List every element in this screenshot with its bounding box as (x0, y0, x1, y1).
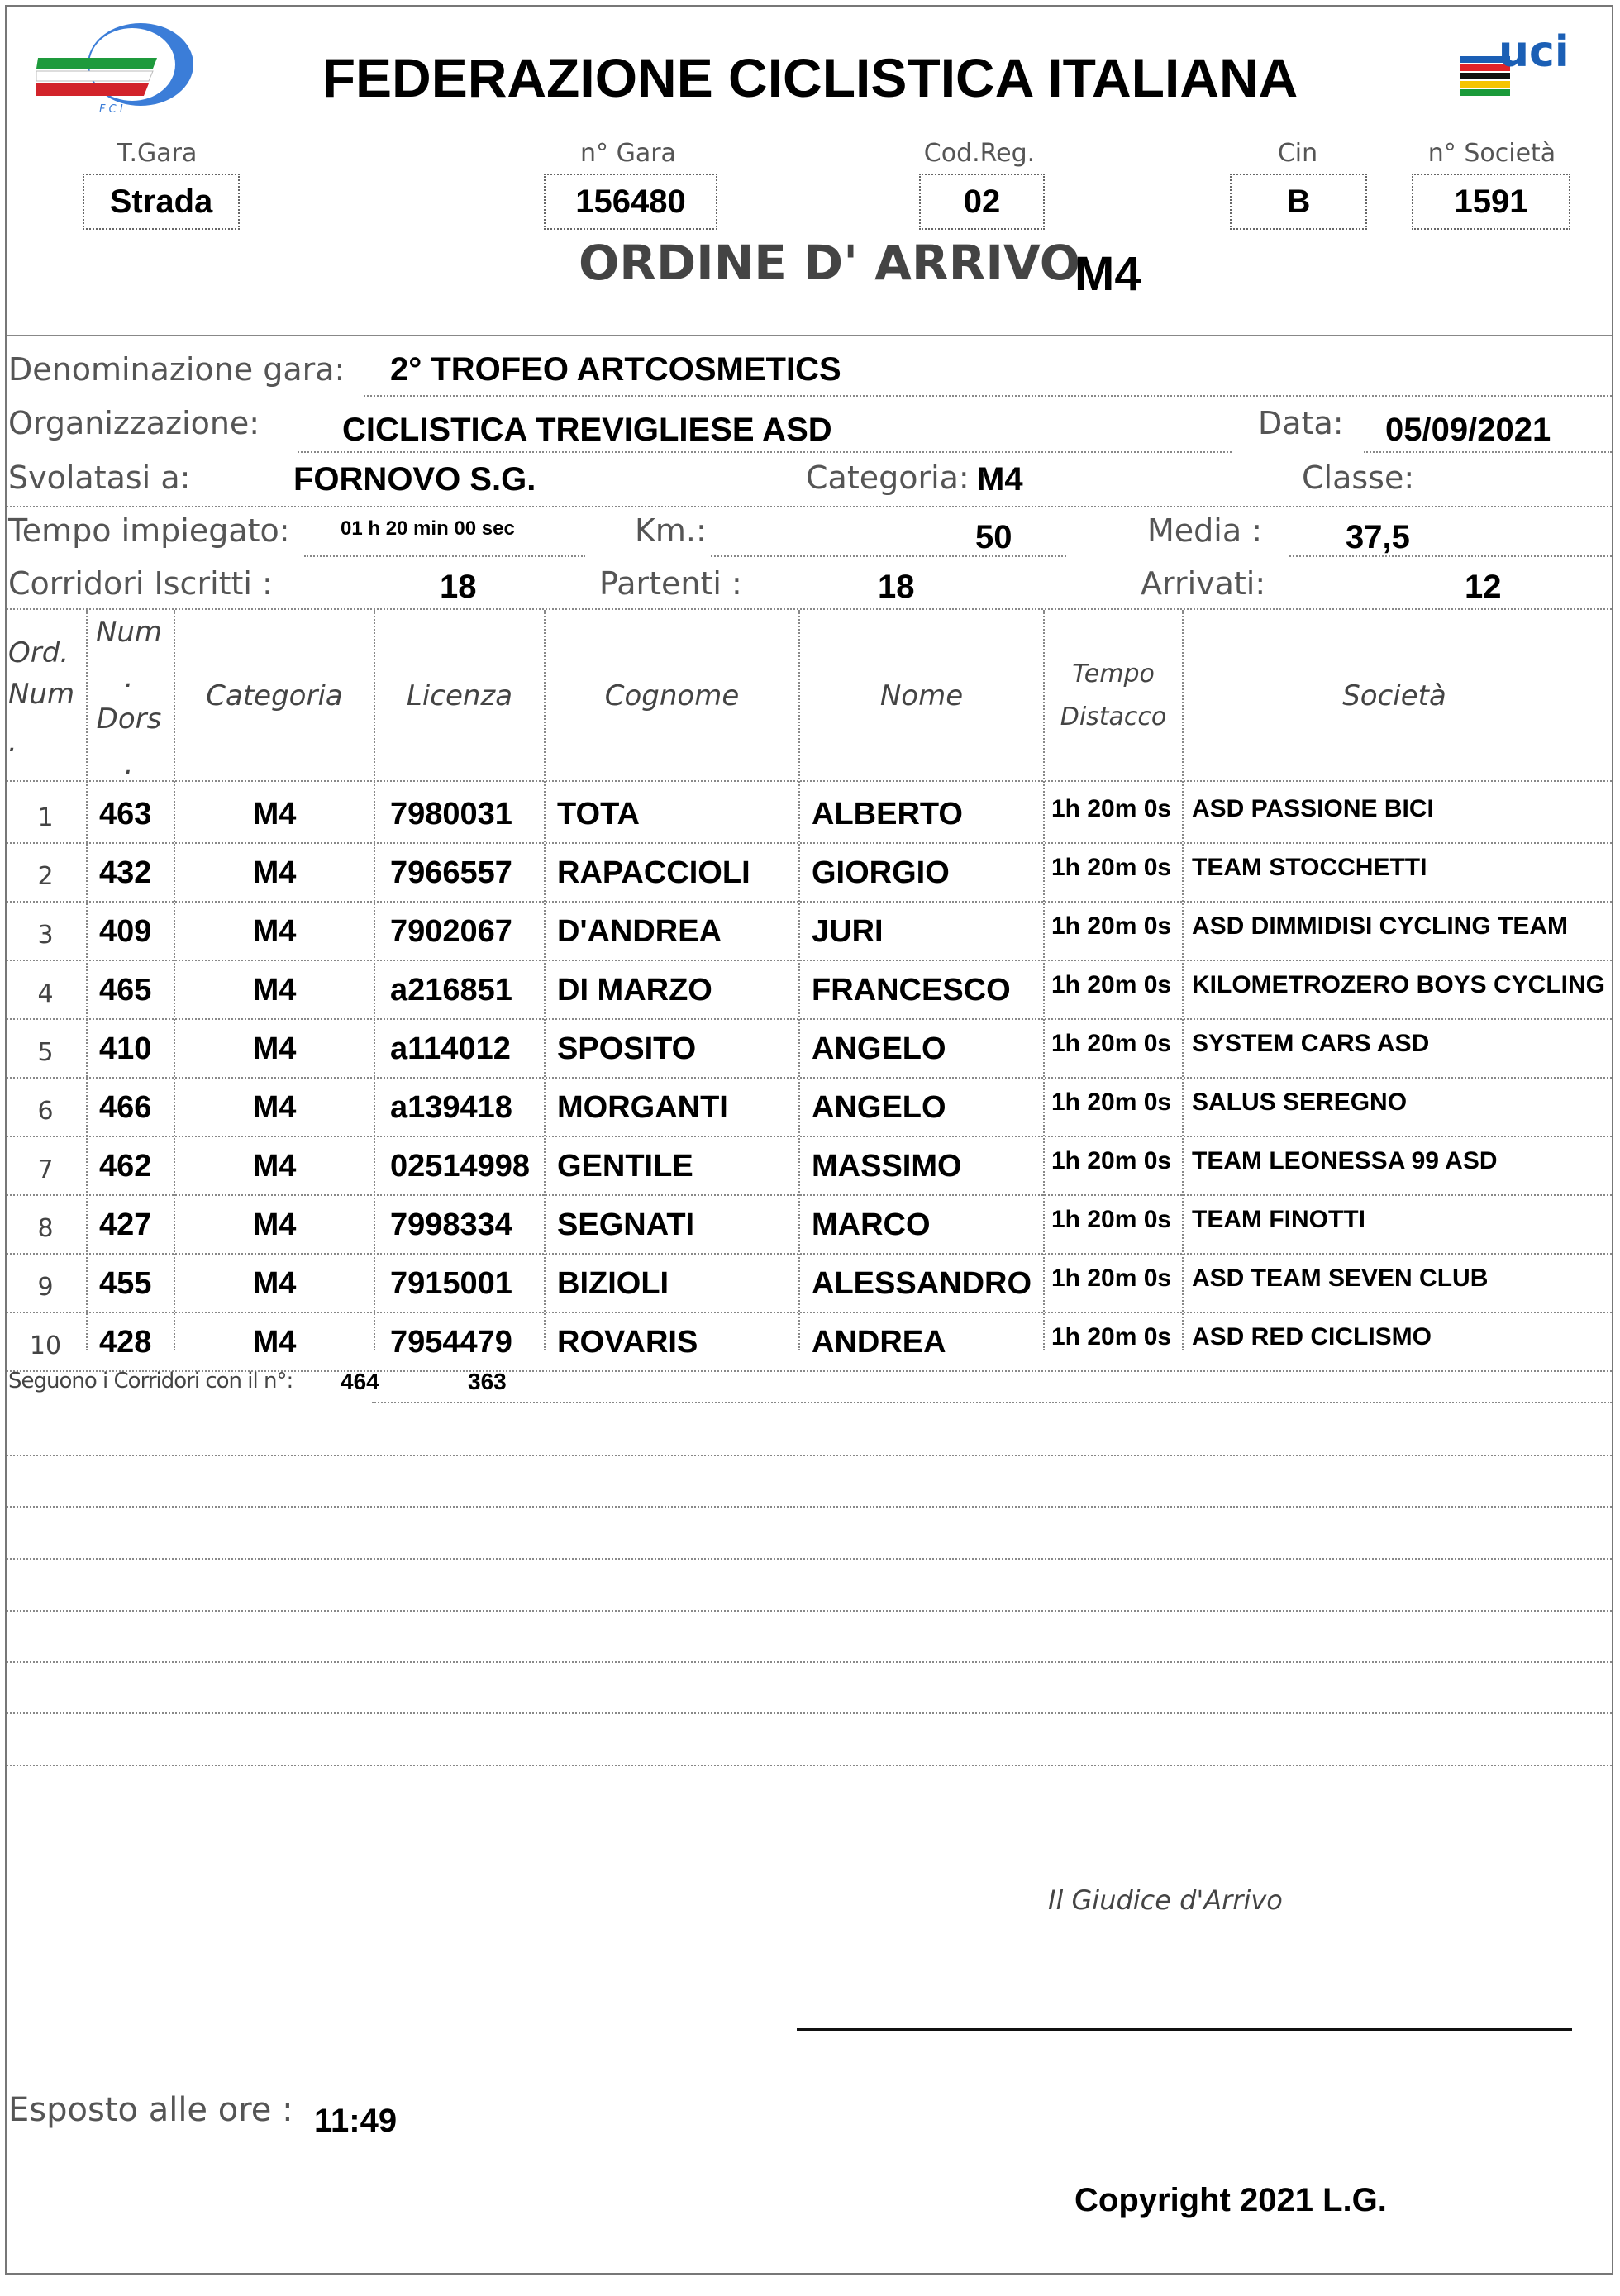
denominazione-label: Denominazione gara: (8, 351, 345, 388)
km-line (711, 555, 1066, 557)
cell-societa: ASD RED CICLISMO (1192, 1323, 1432, 1350)
media-line (1289, 555, 1612, 557)
row-line (7, 1253, 1612, 1255)
cell-cognome: ROVARIS (557, 1325, 698, 1360)
row-line (7, 960, 1612, 961)
field-tgara: Strada (83, 174, 240, 230)
arrivati-label: Arrivati: (1141, 565, 1266, 602)
label-cin: Cin (1277, 139, 1318, 168)
cell-ord: 5 (37, 1038, 54, 1067)
svg-text:F C I: F C I (99, 103, 123, 114)
cell-tempo: 1h 20m 0s (1051, 1147, 1172, 1174)
cell-cognome: MORGANTI (557, 1090, 728, 1125)
cell-tempo: 1h 20m 0s (1051, 1030, 1172, 1057)
page-frame (5, 5, 1613, 2275)
cell-categoria: M4 (252, 1149, 297, 1184)
cell-tempo: 1h 20m 0s (1051, 971, 1172, 998)
denominazione-value: 2° TROFEO ARTCOSMETICS (390, 351, 841, 388)
label-ngara: n° Gara (580, 139, 676, 168)
cell-ord: 2 (37, 862, 54, 891)
cell-licenza: 02514998 (390, 1149, 531, 1184)
km-label: Km.: (635, 512, 707, 549)
cell-num: 427 (99, 1208, 152, 1242)
cell-societa: ASD PASSIONE BICI (1192, 795, 1434, 822)
cell-categoria: M4 (252, 1090, 297, 1125)
cell-num: 410 (99, 1031, 152, 1066)
cell-categoria: M4 (252, 1266, 297, 1301)
cell-ord: 6 (37, 1097, 54, 1126)
cell-cognome: SEGNATI (557, 1208, 695, 1242)
svg-text:uci: uci (1498, 27, 1570, 77)
cell-tempo: 1h 20m 0s (1051, 1088, 1172, 1116)
cell-licenza: a114012 (390, 1031, 511, 1066)
cell-categoria: M4 (252, 1325, 297, 1360)
row-line (7, 901, 1612, 903)
data-value: 05/09/2021 (1385, 412, 1551, 448)
svolatasi-value: FORNOVO S.G. (293, 461, 536, 498)
cell-num: 465 (99, 973, 152, 1007)
partenti-value: 18 (878, 569, 915, 605)
cell-tempo: 1h 20m 0s (1051, 854, 1172, 881)
km-value: 50 (975, 519, 1012, 555)
cell-licenza: 7902067 (390, 914, 512, 949)
label-codreg: Cod.Reg. (923, 139, 1036, 168)
th-tempo-1: Tempo (1072, 660, 1155, 688)
cell-cognome: RAPACCIOLI (557, 855, 750, 890)
blank-line (7, 1506, 1612, 1508)
organizzazione-line (298, 451, 1232, 453)
cell-societa: TEAM STOCCHETTI (1192, 854, 1427, 881)
cell-ord: 3 (37, 921, 54, 950)
th-societa: Società (1342, 679, 1446, 712)
row-line (7, 1194, 1612, 1196)
cell-ord: 7 (37, 1155, 54, 1184)
denominazione-line (364, 395, 1612, 397)
cell-societa: ASD TEAM SEVEN CLUB (1192, 1265, 1489, 1292)
data-label: Data: (1258, 405, 1344, 441)
seguono-number: 464 (341, 1369, 379, 1394)
cell-cognome: DI MARZO (557, 973, 712, 1007)
cell-num: 462 (99, 1149, 152, 1184)
cell-nome: MARCO (812, 1208, 931, 1242)
cell-num: 455 (99, 1266, 152, 1301)
cell-licenza: a139418 (390, 1090, 512, 1125)
cell-cognome: TOTA (557, 797, 640, 831)
seguono-label: Seguono i Corridori con il n°: (8, 1369, 293, 1393)
row-line (7, 1312, 1612, 1313)
cell-tempo: 1h 20m 0s (1051, 912, 1172, 940)
cell-licenza: 7915001 (390, 1266, 512, 1301)
field-codreg: 02 (919, 174, 1045, 230)
media-value: 37,5 (1346, 519, 1410, 555)
th-num-2: . (124, 661, 134, 694)
giudice-label: Il Giudice d'Arrivo (1048, 1884, 1283, 1916)
cell-cognome: D'ANDREA (557, 914, 722, 949)
cell-categoria: M4 (252, 1031, 297, 1066)
cell-tempo: 1h 20m 0s (1051, 1206, 1172, 1233)
cell-societa: TEAM FINOTTI (1192, 1206, 1365, 1233)
cell-licenza: a216851 (390, 973, 512, 1007)
tempo-value: 01 h 20 min 00 sec (341, 517, 515, 540)
esposto-label: Esposto alle ore : (8, 2091, 293, 2129)
cell-nome: ANDREA (812, 1325, 946, 1360)
svolatasi-line (7, 506, 1612, 507)
cell-nome: FRANCESCO (812, 973, 1011, 1007)
cell-tempo: 1h 20m 0s (1051, 1265, 1172, 1292)
classe-label: Classe: (1302, 460, 1415, 496)
cell-licenza: 7966557 (390, 855, 512, 890)
media-label: Media : (1147, 512, 1263, 549)
iscritti-line (7, 608, 1612, 610)
partenti-label: Partenti : (599, 565, 742, 602)
iscritti-value: 18 (440, 569, 477, 605)
cell-tempo: 1h 20m 0s (1051, 795, 1172, 822)
seguono-number: 363 (468, 1369, 507, 1394)
th-nome: Nome (879, 679, 964, 712)
seguono-line (372, 1402, 1612, 1403)
cell-societa: SYSTEM CARS ASD (1192, 1030, 1430, 1057)
th-tempo-2: Distacco (1060, 703, 1167, 731)
cell-ord: 8 (37, 1214, 54, 1243)
row-line (7, 1018, 1612, 1020)
cell-num: 466 (99, 1090, 152, 1125)
arrivati-value: 12 (1465, 569, 1502, 605)
cell-licenza: 7954479 (390, 1325, 512, 1360)
cell-societa: KILOMETROZERO BOYS CYCLING (1192, 971, 1606, 998)
th-licenza: Licenza (406, 679, 513, 712)
cell-tempo: 1h 20m 0s (1051, 1323, 1172, 1350)
blank-line (7, 1661, 1612, 1663)
field-nsocieta: 1591 (1412, 174, 1570, 230)
data-line (1364, 451, 1612, 453)
blank-line (7, 1610, 1612, 1612)
th-num-1: Num (95, 616, 163, 649)
col-divider (544, 610, 546, 1350)
svolatasi-label: Svolatasi a: (8, 460, 191, 496)
cell-num: 409 (99, 914, 152, 949)
cell-cognome: SPOSITO (557, 1031, 697, 1066)
cell-num: 428 (99, 1325, 152, 1360)
th-num-4: . (124, 748, 134, 781)
signature-line (797, 2028, 1572, 2031)
blank-line (7, 1712, 1612, 1714)
th-ord-3: . (8, 726, 17, 759)
field-ngara: 156480 (544, 174, 717, 230)
cell-nome: ALESSANDRO (812, 1266, 1032, 1301)
iscritti-label: Corridori Iscritti : (8, 565, 273, 602)
doc-title: ORDINE D' ARRIVO (579, 235, 1081, 291)
cell-nome: ALBERTO (812, 797, 963, 831)
cell-nome: MASSIMO (812, 1149, 962, 1184)
cell-ord: 10 (29, 1331, 62, 1360)
th-cognome: Cognome (604, 679, 740, 712)
cell-licenza: 7980031 (390, 797, 512, 831)
label-tgara: T.Gara (117, 139, 198, 168)
cell-societa: ASD DIMMIDISI CYCLING TEAM (1192, 912, 1568, 940)
th-num-3: Dors (96, 703, 162, 736)
col-divider (798, 610, 800, 1350)
esposto-value: 11:49 (314, 2103, 398, 2139)
th-ord-1: Ord. (8, 636, 69, 669)
copyright: Copyright 2021 L.G. (1074, 2182, 1387, 2218)
th-ord-2: Num (8, 678, 75, 711)
col-divider (374, 610, 375, 1350)
cell-num: 432 (99, 855, 152, 890)
cell-nome: GIORGIO (812, 855, 950, 890)
header-bottom-line (7, 780, 1612, 782)
th-categoria: Categoria (206, 679, 343, 712)
row-line (7, 1136, 1612, 1137)
cell-societa: TEAM LEONESSA 99 ASD (1192, 1147, 1498, 1174)
cell-licenza: 7998334 (390, 1208, 512, 1242)
header-divider (7, 335, 1612, 336)
uci-logo (1451, 25, 1599, 116)
categoria-value: M4 (977, 461, 1023, 498)
cell-societa: SALUS SEREGNO (1192, 1088, 1408, 1116)
cell-categoria: M4 (252, 797, 297, 831)
cell-cognome: BIZIOLI (557, 1266, 669, 1301)
cell-ord: 1 (37, 803, 54, 832)
cell-nome: ANGELO (812, 1090, 946, 1125)
cell-categoria: M4 (252, 973, 297, 1007)
tempo-line (304, 555, 585, 557)
tempo-label: Tempo impiegato: (8, 512, 290, 549)
cell-ord: 4 (37, 979, 54, 1008)
organizzazione-value: CICLISTICA TREVIGLIESE ASD (342, 412, 832, 448)
label-nsocieta: n° Società (1427, 139, 1556, 168)
categoria-label: Categoria: (806, 460, 970, 496)
row-line (7, 842, 1612, 844)
organizzazione-label: Organizzazione: (8, 405, 260, 441)
cell-ord: 9 (37, 1273, 54, 1302)
cell-cognome: GENTILE (557, 1149, 693, 1184)
cell-categoria: M4 (252, 1208, 297, 1242)
page-title: FEDERAZIONE CICLISTICA ITALIANA (322, 47, 1298, 108)
blank-line (7, 1558, 1612, 1560)
blank-line (7, 1765, 1612, 1766)
cell-num: 463 (99, 797, 152, 831)
field-cin: B (1230, 174, 1367, 230)
category-code: M4 (1074, 247, 1141, 301)
cell-categoria: M4 (252, 914, 297, 949)
cell-nome: ANGELO (812, 1031, 946, 1066)
col-divider (1182, 610, 1184, 1350)
cell-categoria: M4 (252, 855, 297, 890)
row-line (7, 1077, 1612, 1079)
cell-nome: JURI (812, 914, 884, 949)
blank-line (7, 1455, 1612, 1456)
